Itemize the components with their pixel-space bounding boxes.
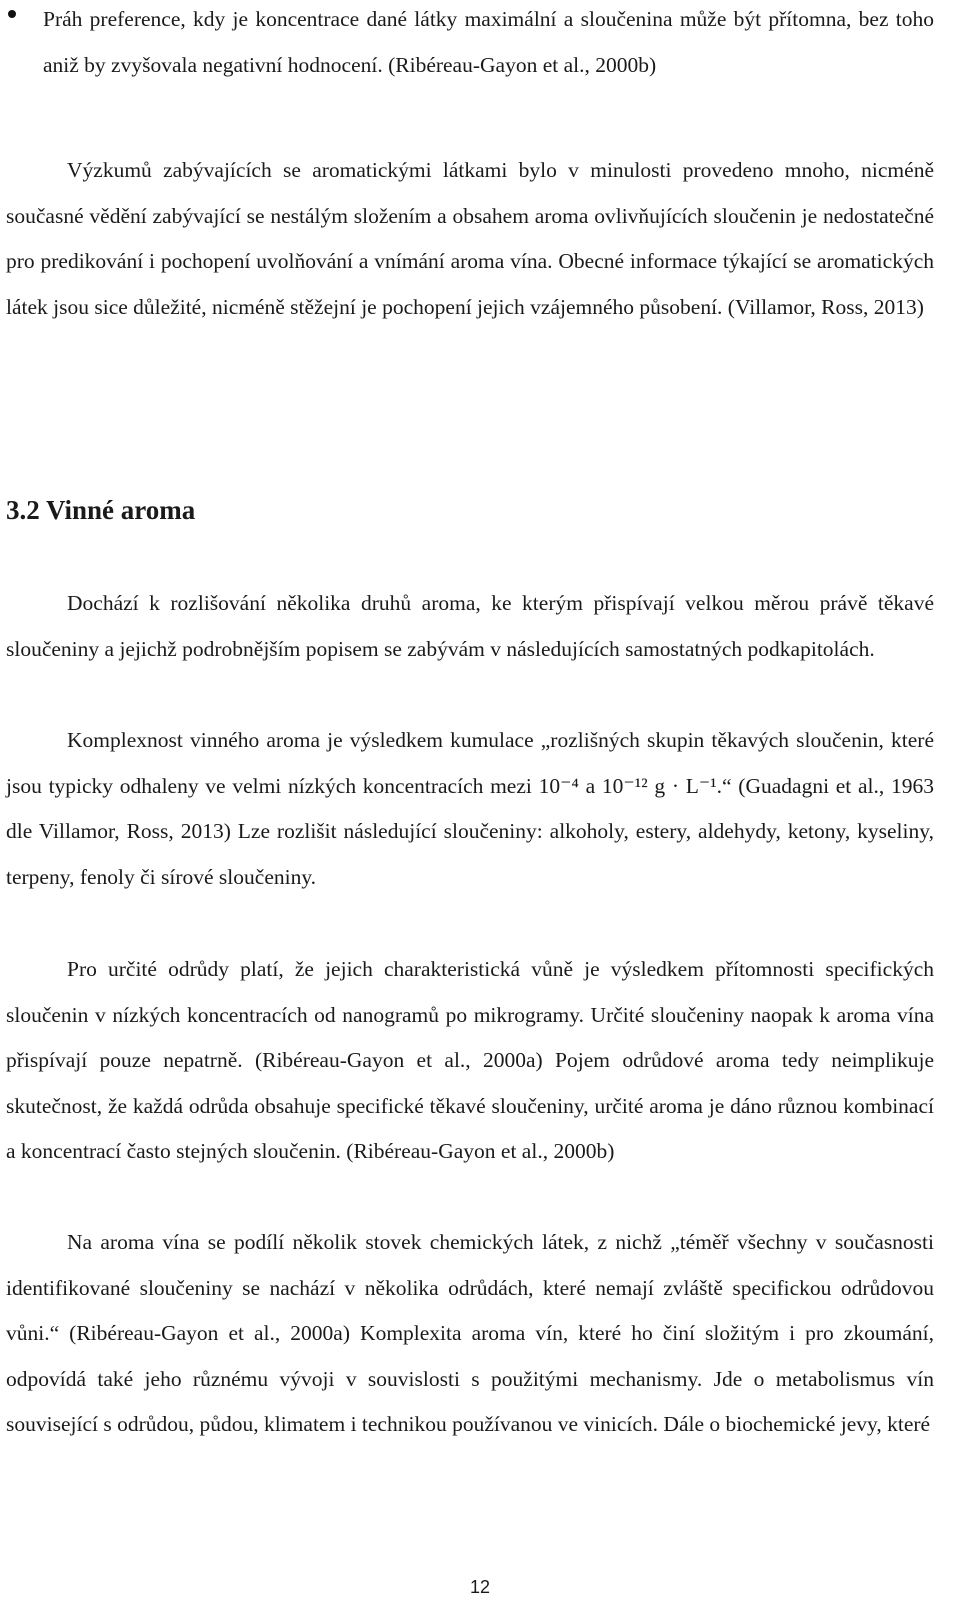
intro-paragraph: Výzkumů zabývajících se aromatickými látkami bylo v minulosti provedeno mnoho, nicméně současné vědění zabývající se nestálým složením a obsahem aroma ovlivňujících sloučenin je nedostatečné pro predikování i pochopení uvolňování a vnímání aroma vína. Obecné informace týkající se aromatických látek jsou sice důležité, nicméně stěžejní je pochopení jejich vzájemného působení. (Villamor, Ross, 2013)	[6, 158, 934, 319]
page-number: 12	[469, 1577, 491, 1597]
section-heading: 3.2 Vinné aroma	[6, 495, 196, 525]
body-paragraph-1: Dochází k rozlišování několika druhů aroma, ke kterým přispívají velkou měrou právě těkavé sloučeniny a jejichž podrobnějším popisem se zabývám v následujících samostatných podkapitolách.	[6, 591, 934, 661]
body-paragraph-3: Pro určité odrůdy platí, že jejich charakteristická vůně je výsledkem přítomnosti specifických sloučenin v nízkých koncentracích od nanogramů po mikrogramy. Určité sloučeniny naopak k aroma vína přispívají pouze nepatrně. (Ribéreau-Gayon et al., 2000a) Pojem odrůdové aroma tedy neimplikuje skutečnost, že každá odrůda obsahuje specifické těkavé sloučeniny, určité aroma je dáno různou kombinací a koncentrací často stejných sloučenin. (Ribéreau-Gayon et al., 2000b)	[6, 957, 934, 1163]
body-paragraph-4: Na aroma vína se podílí několik stovek chemických látek, z nichž „téměř všechny v současnosti identifikované sloučeniny se nachází v několika odrůdách, které nemají zvláště specifickou odrůdovou vůni.“ (Ribéreau-Gayon et al., 2000a) Komplexita aroma vín, které ho činí složitým i pro zkoumání, odpovídá také jeho různému vývoji v souvislosti s použitými mechanismy. Jde o metabolismus vín související s odrůdou, půdou, klimatem i technikou používanou ve vinicích. Dále o biochemické jevy, které	[6, 1230, 934, 1436]
bullet-marker	[8, 10, 16, 18]
body-paragraph-2: Komplexnost vinného aroma je výsledkem kumulace „rozlišných skupin těkavých sloučenin, které jsou typicky odhaleny ve velmi nízkých koncentracích mezi 10⁻⁴ a 10⁻¹² g · L⁻¹.“ (Guadagni et al., 1963 dle Villamor, Ross, 2013) Lze rozlišit následující sloučeniny: alkoholy, estery, aldehydy, ketony, kyseliny, terpeny, fenoly či sírové sloučeniny.	[6, 728, 934, 889]
bullet-item-text: Práh preference, kdy je koncentrace dané látky maximální a sloučenina může být přítomna, bez toho aniž by zvyšovala negativní hodnocení. (Ribéreau-Gayon et al., 2000b)	[43, 7, 934, 77]
